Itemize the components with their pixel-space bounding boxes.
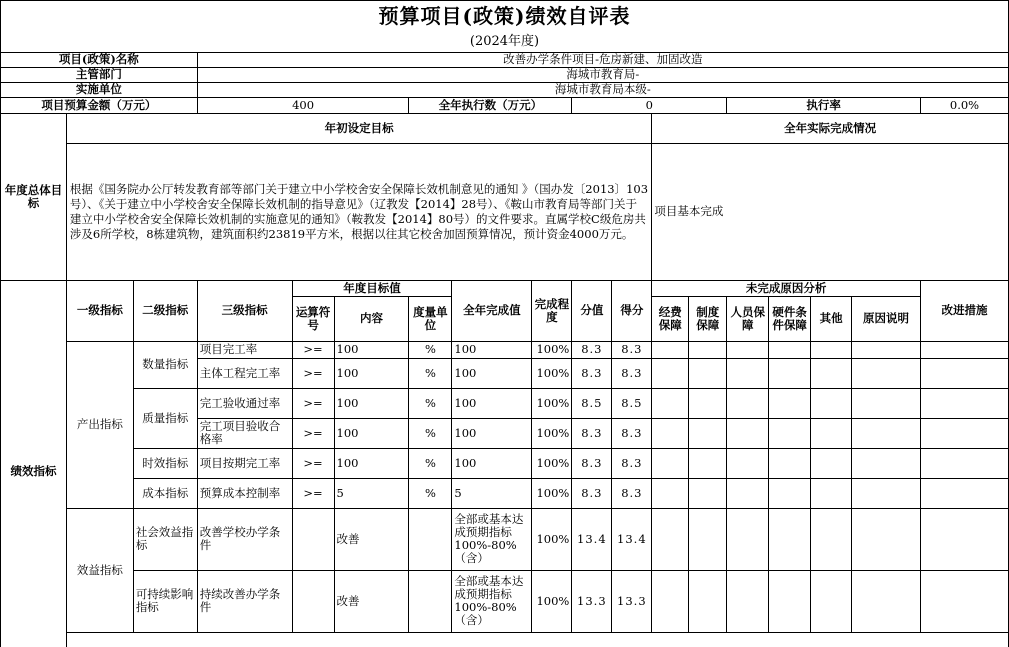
l3-cell: 预算成本控制率 [197, 478, 292, 508]
actual-cell: 100 [452, 358, 532, 388]
l3-cell: 主体工程完工率 [197, 358, 292, 388]
actual-cell: 全部或基本达成预期指标100%-80%（含） [452, 508, 532, 570]
score-cell: 13.3 [612, 570, 652, 632]
unit-cell: % [409, 478, 452, 508]
project-name-value: 改善办学条件项目-危房新建、加固改造 [197, 52, 1008, 67]
initial-goal-text: 根据《国务院办公厅转发教育部等部门关于建立中小学校舍安全保障长效机制意见的通知 》（国办发〔2013〕103号）、《关于建立中小学校舍安全保障长效机制的指导意见》（辽教发【2014】28号）、《鞍山市教育局等部门关于建立中小学校舍安全保障长效机制的实施意见的通知》（鞍教发【2014】80号）的文件要求。直属学校C级危房共涉及6所学校，8栋建筑物，建筑面积约23819平方米，根据以往其它校舍加固预算情况，预计资金4000万元。 [66, 143, 651, 280]
actual-cell: 5 [452, 478, 532, 508]
actual-cell: 100 [452, 448, 532, 478]
l3-cell: 完工验收通过率 [197, 388, 292, 418]
timeliness-indicator-label: 时效指标 [133, 448, 197, 478]
value-cell: 8.3 [572, 448, 612, 478]
completion-cell: 100% [532, 358, 572, 388]
unit-cell: % [409, 388, 452, 418]
content-cell: 改善 [334, 508, 409, 570]
operator-cell [292, 570, 334, 632]
value-cell: 8.3 [572, 478, 612, 508]
unit-cell [409, 570, 452, 632]
completion-cell: 100% [532, 418, 572, 448]
operator-cell: >= [292, 341, 334, 358]
content-cell: 100 [334, 448, 409, 478]
report-year: (2024年度) [1, 32, 1009, 53]
score-cell: 13.4 [612, 508, 652, 570]
reason-explain-header: 原因说明 [852, 296, 921, 341]
actual-goal-header: 全年实际完成情况 [652, 113, 1009, 143]
level3-header: 三级指标 [197, 280, 292, 341]
quantity-indicator-label: 数量指标 [133, 341, 197, 388]
quality-indicator-label: 质量指标 [133, 388, 197, 448]
l3-cell: 项目完工率 [197, 341, 292, 358]
value-cell: 13.4 [572, 508, 612, 570]
value-cell: 8.3 [572, 418, 612, 448]
score-cell: 8.5 [612, 388, 652, 418]
level1-header: 一级指标 [66, 280, 133, 341]
completion-cell: 100% [532, 341, 572, 358]
level2-header: 二级指标 [133, 280, 197, 341]
rate-label: 执行率 [727, 97, 921, 113]
l3-cell: 项目按期完工率 [197, 448, 292, 478]
dept-label: 主管部门 [1, 67, 198, 82]
initial-goal-header: 年初设定目标 [66, 113, 651, 143]
content-cell: 改善 [334, 570, 409, 632]
completion-cell: 100% [532, 570, 572, 632]
sustain-indicator-label: 可持续影响指标 [133, 570, 197, 632]
page-title: 预算项目(政策)绩效自评表 [1, 1, 1009, 32]
actual-cell: 100 [452, 418, 532, 448]
actual-cell: 100 [452, 388, 532, 418]
operator-cell: >= [292, 358, 334, 388]
social-indicator-label: 社会效益指标 [133, 508, 197, 570]
project-name-label: 项目(政策)名称 [1, 52, 198, 67]
actual-cell: 全部或基本达成预期指标100%-80%（含） [452, 570, 532, 632]
operator-cell: >= [292, 388, 334, 418]
table-row [1, 388, 1009, 418]
reason-staff-header: 人员保障 [727, 296, 769, 341]
table-row [1, 508, 1009, 570]
operator-cell [292, 508, 334, 570]
output-indicator-label: 产出指标 [66, 341, 133, 508]
value-cell: 8.3 [572, 341, 612, 358]
table-row [1, 570, 1009, 632]
content-cell: 100 [334, 358, 409, 388]
operator-header: 运算符号 [292, 296, 334, 341]
operator-cell: >= [292, 418, 334, 448]
score-cell: 8.3 [612, 341, 652, 358]
content-cell: 5 [334, 478, 409, 508]
score-value-header: 分值 [572, 280, 612, 341]
score-cell: 8.3 [612, 478, 652, 508]
dept-value: 海城市教育局- [197, 67, 1008, 82]
table-row [1, 448, 1009, 478]
benefit-indicator-label: 效益指标 [66, 508, 133, 632]
score-header: 得分 [612, 280, 652, 341]
operator-cell: >= [292, 478, 334, 508]
cost-indicator-label: 成本指标 [133, 478, 197, 508]
table-row [1, 341, 1009, 358]
reason-system-header: 制度保障 [689, 296, 727, 341]
l3-cell: 改善学校办学条件 [197, 508, 292, 570]
table-row [1, 478, 1009, 508]
content-cell: 100 [334, 418, 409, 448]
budget-label: 项目预算金额（万元） [1, 97, 198, 113]
target-group-header: 年度目标值 [292, 280, 452, 296]
content-cell: 100 [334, 341, 409, 358]
unit-cell [409, 508, 452, 570]
completion-cell: 100% [532, 448, 572, 478]
actual-cell: 100 [452, 341, 532, 358]
unit-cell: % [409, 418, 452, 448]
content-cell: 100 [334, 388, 409, 418]
reason-other-header: 其他 [811, 296, 852, 341]
completion-cell: 100% [532, 508, 572, 570]
unit-header: 度量单位 [409, 296, 452, 341]
content-header: 内容 [334, 296, 409, 341]
exec-value: 0 [572, 97, 727, 113]
operator-cell: >= [292, 448, 334, 478]
value-cell: 8.3 [572, 358, 612, 388]
unit-cell: % [409, 358, 452, 388]
l3-cell: 完工项目验收合格率 [197, 418, 292, 448]
reason-funding-header: 经费保障 [652, 296, 689, 341]
score-cell: 8.3 [612, 418, 652, 448]
value-cell: 8.5 [572, 388, 612, 418]
perf-indicators-label: 绩效指标 [1, 280, 67, 647]
annual-goal-label: 年度总体目标 [1, 113, 67, 280]
reasons-group-header: 未完成原因分析 [652, 280, 921, 296]
completion-header: 完成程度 [532, 280, 572, 341]
unit-label: 实施单位 [1, 82, 198, 97]
value-cell: 13.3 [572, 570, 612, 632]
l3-cell: 持续改善办学条件 [197, 570, 292, 632]
reason-hardware-header: 硬件条件保障 [769, 296, 811, 341]
improve-header: 改进措施 [921, 280, 1009, 341]
score-cell: 8.3 [612, 358, 652, 388]
score-cell: 8.3 [612, 448, 652, 478]
unit-value: 海城市教育局本级- [197, 82, 1008, 97]
unit-cell: % [409, 448, 452, 478]
exec-label: 全年执行数（万元） [409, 97, 572, 113]
unit-cell: % [409, 341, 452, 358]
budget-value: 400 [197, 97, 409, 113]
actual-goal-text: 项目基本完成 [652, 143, 1009, 280]
actual-header: 全年完成值 [452, 280, 532, 341]
rate-value: 0.0% [921, 97, 1009, 113]
completion-cell: 100% [532, 388, 572, 418]
completion-cell: 100% [532, 478, 572, 508]
